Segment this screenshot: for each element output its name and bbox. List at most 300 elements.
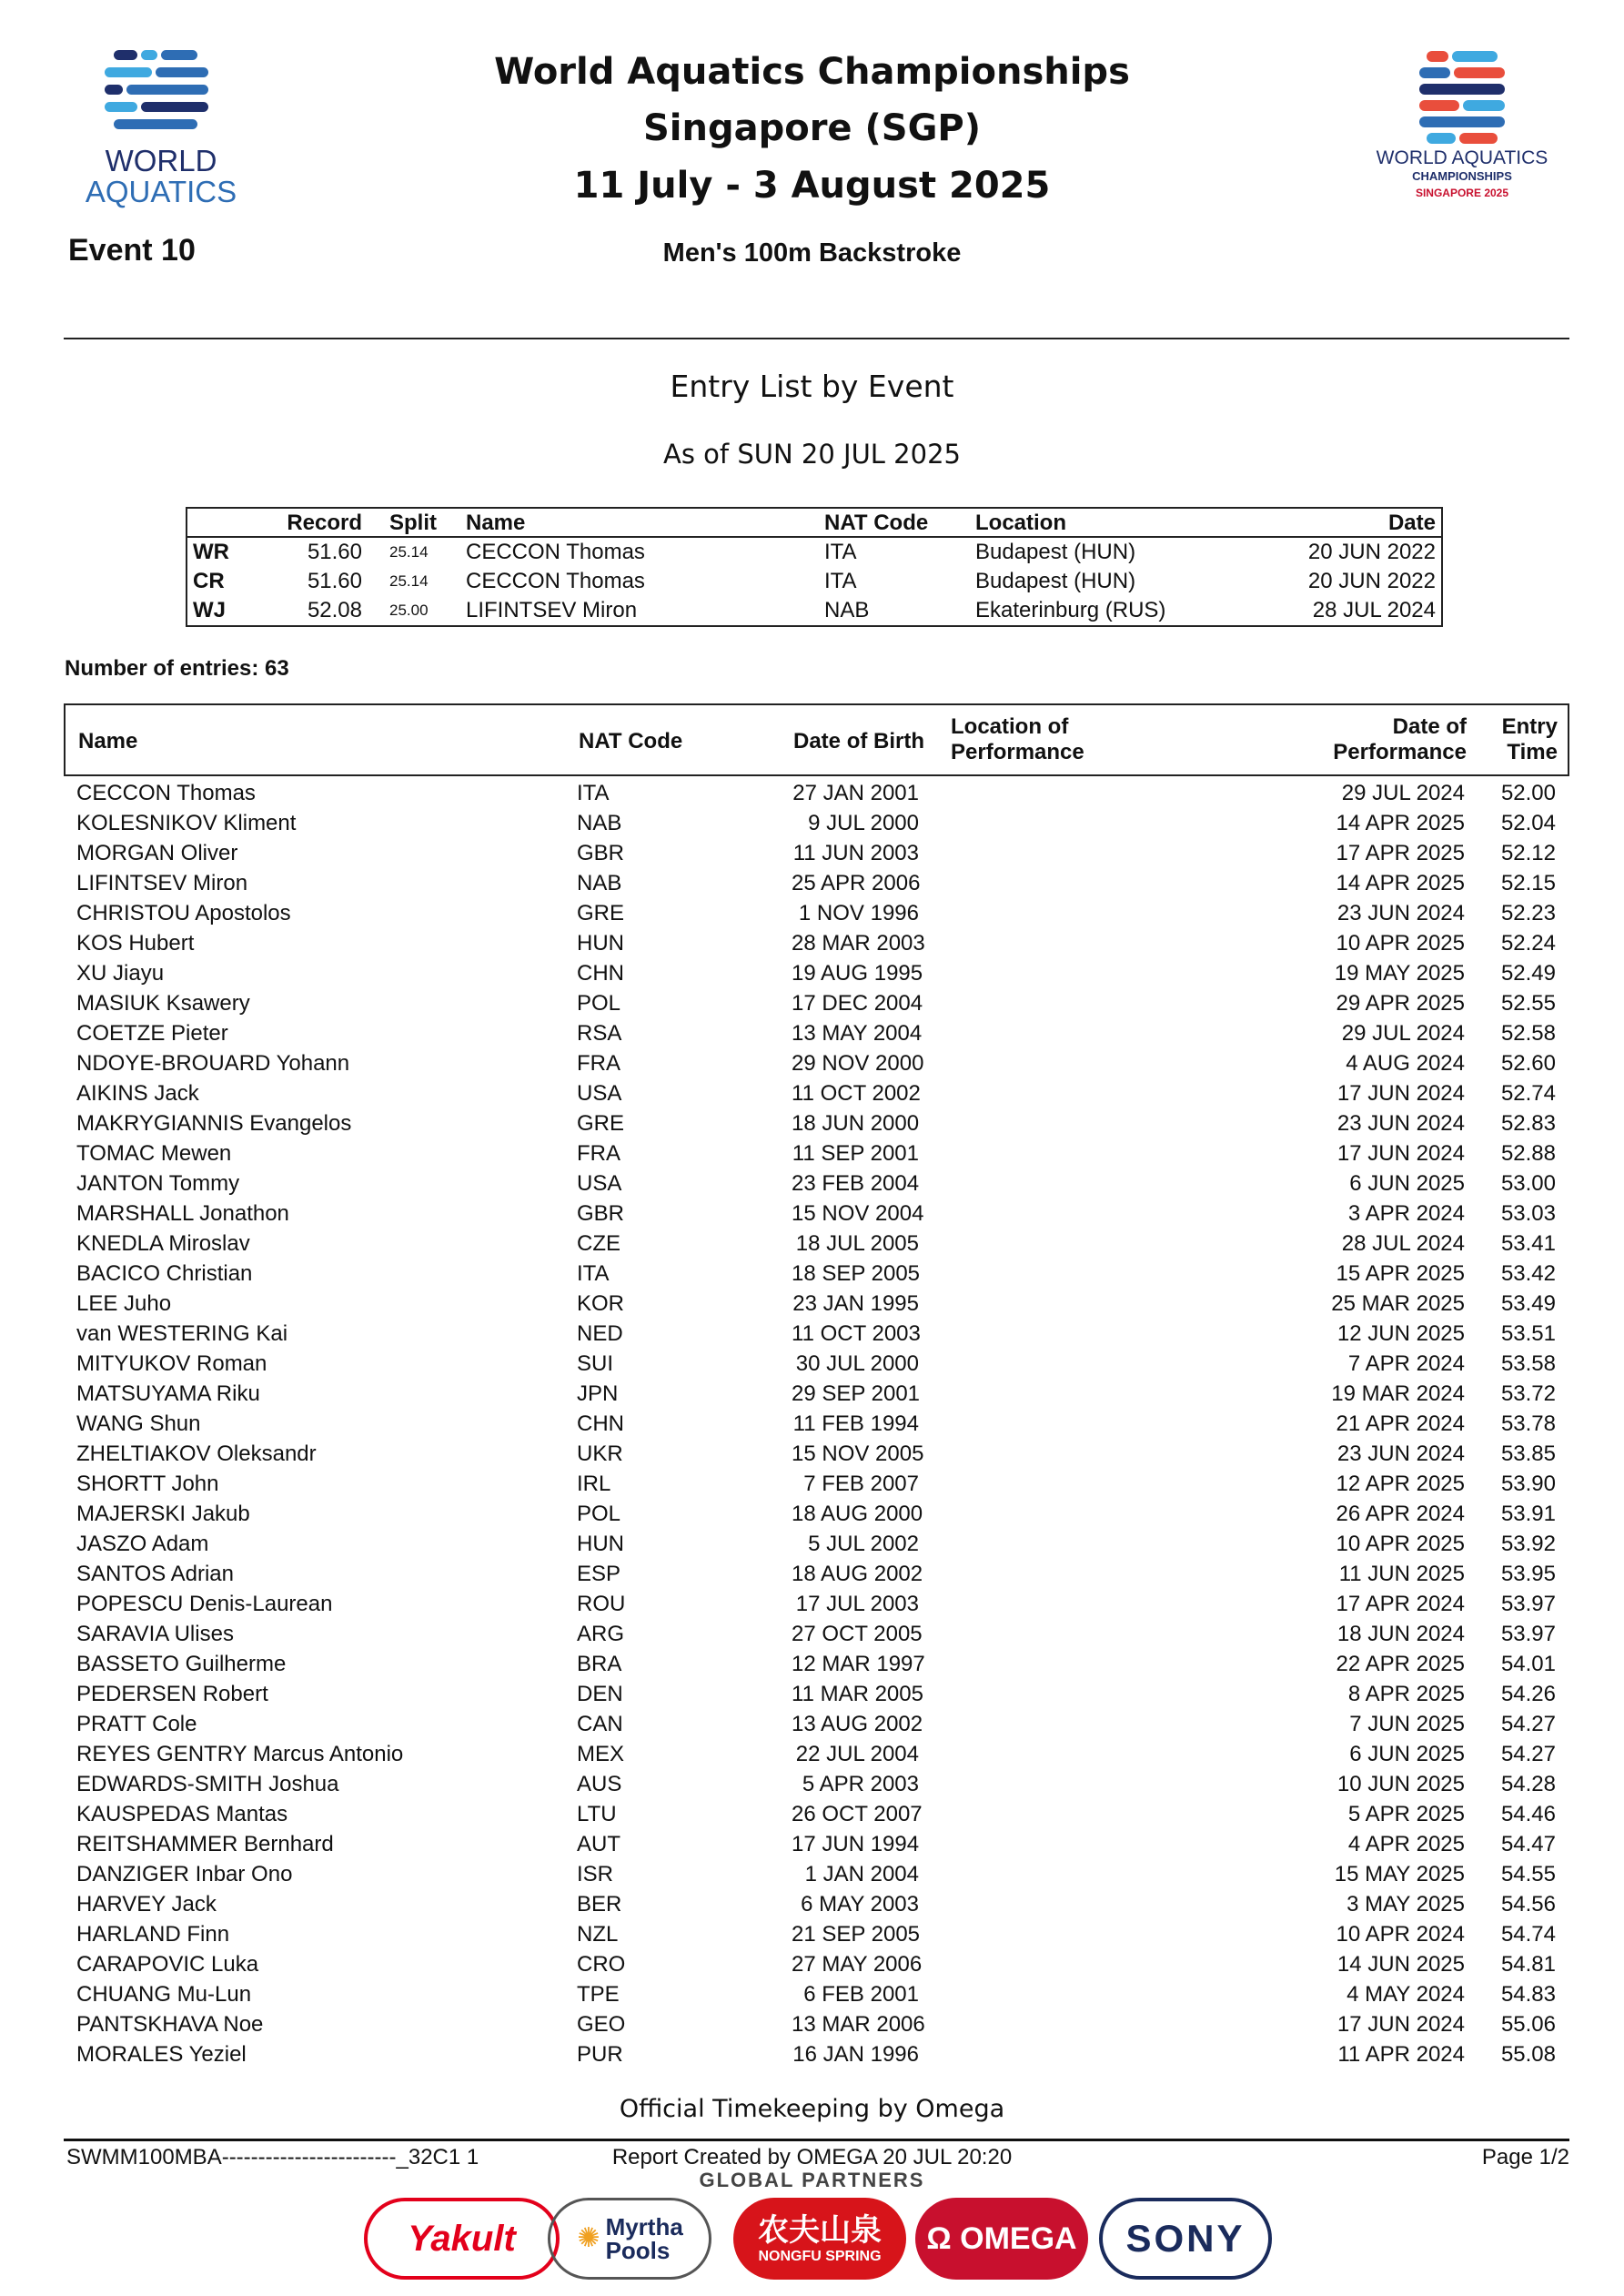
record-label: WR: [193, 540, 229, 564]
record-split: 25.00: [389, 602, 429, 619]
record-nat: NAB: [824, 598, 870, 622]
entry-time: 52.60: [1500, 1051, 1556, 1076]
entry-perf-date: 14 APR 2025: [1336, 871, 1465, 895]
championship-title: World Aquatics Championships: [494, 51, 1130, 93]
entry-dob: 17 DEC 2004: [792, 991, 923, 1016]
entry-name: XU Jiayu: [76, 961, 165, 986]
records-header-nat: NAT Code: [824, 511, 929, 535]
entry-nat: GEO: [577, 2012, 626, 2037]
entry-nat: POL: [577, 1502, 621, 1526]
entry-row: [64, 1018, 1569, 1048]
entry-row: [64, 1709, 1569, 1739]
entry-time: 52.15: [1500, 871, 1556, 895]
entry-perf-date: 23 JUN 2024: [1337, 1441, 1465, 1466]
entry-perf-date: 3 APR 2024: [1347, 1201, 1465, 1226]
entry-nat: FRA: [577, 1051, 620, 1076]
records-table: [186, 507, 1443, 627]
entries-header-perf-date-line1: Date of: [1392, 714, 1467, 739]
entry-name: POPESCU Denis-Laurean: [76, 1592, 333, 1616]
entry-time: 52.00: [1500, 781, 1556, 805]
entry-time: 52.49: [1500, 961, 1556, 986]
entry-nat: RSA: [577, 1021, 622, 1046]
entry-perf-date: 14 JUN 2025: [1337, 1952, 1465, 1977]
entry-time: 54.26: [1500, 1682, 1556, 1706]
records-header-name: Name: [466, 511, 526, 535]
record-label: CR: [193, 569, 225, 593]
entry-dob: 11 JUN 2003: [792, 841, 919, 865]
entry-row: [64, 1469, 1569, 1499]
entry-dob: 27 MAY 2006: [792, 1952, 923, 1977]
entry-dob: 1 JAN 2004: [804, 1862, 919, 1886]
entry-dob: 11 OCT 2002: [792, 1081, 921, 1106]
entry-nat: NZL: [577, 1922, 619, 1947]
entry-perf-date: 17 APR 2025: [1336, 841, 1465, 865]
entry-name: SANTOS Adrian: [76, 1562, 234, 1586]
entry-dob: 9 JUL 2000: [808, 811, 919, 835]
entry-time: 53.97: [1500, 1622, 1556, 1646]
entry-row: [64, 2039, 1569, 2069]
entry-time: 53.51: [1500, 1321, 1556, 1346]
entries-header-location-line2: Performance: [951, 740, 1084, 764]
entry-nat: HUN: [577, 931, 624, 956]
entry-name: van WESTERING Kai: [76, 1321, 288, 1346]
entry-row: [64, 808, 1569, 838]
entry-dob: 5 JUL 2002: [808, 1532, 919, 1556]
entry-dob: 18 AUG 2000: [792, 1502, 923, 1526]
entries-table-header: [64, 703, 1569, 776]
entry-time: 54.81: [1500, 1952, 1556, 1977]
sponsor-sony-logo: [1099, 2198, 1272, 2280]
entry-row: [64, 1559, 1569, 1589]
entry-name: ZHELTIAKOV Oleksandr: [76, 1441, 317, 1466]
records-header-rule: [187, 536, 1441, 538]
entry-nat: CHN: [577, 1411, 624, 1436]
entry-name: SARAVIA Ulises: [76, 1622, 234, 1646]
entry-dob: 17 JUL 2003: [795, 1592, 919, 1616]
entry-perf-date: 6 JUN 2025: [1349, 1171, 1465, 1196]
entry-row: [64, 1319, 1569, 1349]
entry-name: AIKINS Jack: [76, 1081, 199, 1106]
entry-name: MASIUK Ksawery: [76, 991, 250, 1016]
entry-row: [64, 1168, 1569, 1199]
entry-row: [64, 1739, 1569, 1769]
entry-perf-date: 11 APR 2024: [1337, 2042, 1465, 2067]
right-logo-text-3: SINGAPORE 2025: [1415, 187, 1509, 199]
entry-perf-date: 15 APR 2025: [1336, 1261, 1465, 1286]
entry-row: [64, 988, 1569, 1018]
event-number: Event 10: [68, 233, 196, 268]
entry-row: [64, 1259, 1569, 1289]
entry-name: WANG Shun: [76, 1411, 201, 1436]
entry-time: 54.74: [1500, 1922, 1556, 1947]
entry-nat: GBR: [577, 841, 625, 865]
entry-time: 53.41: [1500, 1231, 1556, 1256]
entry-nat: ROU: [577, 1592, 626, 1616]
record-time: 52.08: [307, 598, 362, 622]
entry-name: MARSHALL Jonathon: [76, 1201, 289, 1226]
entry-perf-date: 22 APR 2025: [1336, 1652, 1465, 1676]
sponsor-sony-text: SONY: [1125, 2217, 1246, 2260]
entry-row: [64, 1199, 1569, 1229]
entry-perf-date: 25 MAR 2025: [1331, 1291, 1465, 1316]
entry-time: 53.97: [1500, 1592, 1556, 1616]
entry-nat: UKR: [577, 1441, 623, 1466]
entry-dob: 1 NOV 1996: [798, 901, 919, 925]
entry-perf-date: 23 JUN 2024: [1337, 901, 1465, 925]
entry-perf-date: 29 JUL 2024: [1341, 781, 1465, 805]
entry-nat: AUS: [577, 1772, 622, 1796]
sponsor-nongfu-logo: [733, 2198, 906, 2280]
entry-time: 52.04: [1500, 811, 1556, 835]
entry-nat: BER: [577, 1892, 622, 1917]
entry-perf-date: 29 APR 2025: [1336, 991, 1465, 1016]
entry-name: CHRISTOU Apostolos: [76, 901, 291, 925]
entry-row: [64, 1619, 1569, 1649]
entry-perf-date: 12 JUN 2025: [1337, 1321, 1465, 1346]
entry-dob: 13 MAY 2004: [792, 1021, 923, 1046]
entry-row: [64, 1289, 1569, 1319]
entry-dob: 22 JUL 2004: [795, 1742, 919, 1766]
entry-name: REYES GENTRY Marcus Antonio: [76, 1742, 404, 1766]
entry-nat: GBR: [577, 1201, 625, 1226]
entry-row: [64, 1048, 1569, 1078]
record-split: 25.14: [389, 572, 429, 590]
entry-row: [64, 1889, 1569, 1919]
entry-time: 53.85: [1500, 1441, 1556, 1466]
logo-text-aquatics: AQUATICS: [85, 175, 237, 208]
entry-row: [64, 898, 1569, 928]
entry-row: [64, 1108, 1569, 1138]
entry-dob: 29 NOV 2000: [792, 1051, 924, 1076]
entry-dob: 25 APR 2006: [792, 871, 921, 895]
championship-emblem-icon: [1419, 51, 1505, 144]
entry-name: BASSETO Guilherme: [76, 1652, 287, 1676]
entry-name: KOLESNIKOV Kliment: [76, 811, 297, 835]
entry-time: 55.06: [1500, 2012, 1556, 2037]
entry-perf-date: 12 APR 2025: [1336, 1472, 1465, 1496]
entries-header-location-line1: Location of: [951, 714, 1069, 739]
entry-perf-date: 4 APR 2025: [1347, 1832, 1465, 1856]
entry-time: 52.24: [1500, 931, 1556, 956]
entry-time: 54.01: [1500, 1652, 1556, 1676]
entry-row: [64, 1589, 1569, 1619]
entry-dob: 23 FEB 2004: [792, 1171, 920, 1196]
entry-row: [64, 1529, 1569, 1559]
entry-perf-date: 4 MAY 2024: [1347, 1982, 1465, 2007]
entry-dob: 11 FEB 1994: [792, 1411, 919, 1436]
entry-time: 52.12: [1500, 841, 1556, 865]
entry-row: [64, 1229, 1569, 1259]
entry-row: [64, 1859, 1569, 1889]
entry-time: 54.46: [1500, 1802, 1556, 1826]
entry-perf-date: 17 JUN 2024: [1337, 1081, 1465, 1106]
entry-time: 52.58: [1500, 1021, 1556, 1046]
entry-perf-date: 23 JUN 2024: [1337, 1111, 1465, 1136]
entry-name: PEDERSEN Robert: [76, 1682, 268, 1706]
report-created: Report Created by OMEGA 20 JUL 20:20: [611, 2145, 1013, 2170]
entry-perf-date: 10 APR 2024: [1336, 1922, 1465, 1947]
entry-perf-date: 28 JUL 2024: [1341, 1231, 1465, 1256]
entry-nat: IRL: [577, 1472, 611, 1496]
entry-perf-date: 8 APR 2025: [1347, 1682, 1465, 1706]
entry-row: [64, 1078, 1569, 1108]
entry-time: 54.27: [1500, 1712, 1556, 1736]
sponsor-myrtha-text: Myrtha Pools: [605, 2213, 683, 2264]
entry-name: REITSHAMMER Bernhard: [76, 1832, 334, 1856]
entry-perf-date: 3 MAY 2025: [1347, 1892, 1465, 1917]
report-as-of-date: As of SUN 20 JUL 2025: [663, 439, 961, 470]
entry-dob: 30 JUL 2000: [795, 1351, 919, 1376]
entry-perf-date: 17 APR 2024: [1336, 1592, 1465, 1616]
entry-nat: AUT: [577, 1832, 620, 1856]
entry-row: [64, 838, 1569, 868]
entry-nat: CHN: [577, 961, 624, 986]
entries-header-dob: Date of Birth: [793, 729, 924, 754]
entries-header-perf-date-line2: Performance: [1333, 740, 1467, 764]
entry-name: KOS Hubert: [76, 931, 195, 956]
entry-name: PANTSKHAVA Noe: [76, 2012, 264, 2037]
entry-name: DANZIGER Inbar Ono: [76, 1862, 293, 1886]
entry-dob: 23 JAN 1995: [792, 1291, 919, 1316]
entry-row: [64, 1439, 1569, 1469]
event-name: Men's 100m Backstroke: [662, 238, 962, 268]
header-divider: [64, 338, 1569, 339]
entry-time: 53.95: [1500, 1562, 1556, 1586]
entry-row: [64, 928, 1569, 958]
records-header-date: Date: [1387, 511, 1436, 535]
entry-perf-date: 10 APR 2025: [1336, 931, 1465, 956]
entry-row: [64, 958, 1569, 988]
entry-count: Number of entries: 63: [65, 656, 289, 681]
entry-perf-date: 14 APR 2025: [1336, 811, 1465, 835]
entry-dob: 15 NOV 2004: [792, 1201, 924, 1226]
entry-nat: POL: [577, 991, 621, 1016]
entries-header-nat: NAT Code: [579, 729, 683, 754]
sponsor-yakult-text: Yakult: [408, 2218, 516, 2259]
entry-time: 53.03: [1500, 1201, 1556, 1226]
entry-name: MATSUYAMA Riku: [76, 1381, 260, 1406]
entry-row: [64, 778, 1569, 808]
entry-dob: 18 SEP 2005: [792, 1261, 921, 1286]
record-time: 51.60: [307, 540, 362, 564]
entry-time: 52.55: [1500, 991, 1556, 1016]
entry-name: MORGAN Oliver: [76, 841, 238, 865]
entry-dob: 6 FEB 2001: [803, 1982, 919, 2007]
entry-name: EDWARDS-SMITH Joshua: [76, 1772, 339, 1796]
entry-time: 53.72: [1500, 1381, 1556, 1406]
entry-time: 54.27: [1500, 1742, 1556, 1766]
record-label: WJ: [193, 598, 226, 622]
entry-dob: 13 MAR 2006: [792, 2012, 925, 2037]
entry-dob: 13 AUG 2002: [792, 1712, 923, 1736]
entries-header-time-line1: Entry: [1501, 714, 1558, 739]
entry-name: PRATT Cole: [76, 1712, 197, 1736]
myrtha-sun-icon: ✺: [577, 2223, 600, 2253]
entry-time: 53.90: [1500, 1472, 1556, 1496]
entry-dob: 27 OCT 2005: [792, 1622, 923, 1646]
entry-name: SHORTT John: [76, 1472, 219, 1496]
entry-row: [64, 1138, 1569, 1168]
report-code: SWMM100MBA------------------------_32C1 1: [66, 2145, 479, 2170]
entry-perf-date: 17 JUN 2024: [1337, 1141, 1465, 1166]
entry-row: [64, 2009, 1569, 2039]
entry-time: 54.47: [1500, 1832, 1556, 1856]
entry-perf-date: 7 APR 2024: [1347, 1351, 1465, 1376]
entry-dob: 16 JAN 1996: [792, 2042, 919, 2067]
entry-nat: SUI: [577, 1351, 614, 1376]
entry-dob: 12 MAR 1997: [792, 1652, 925, 1676]
entry-nat: ESP: [577, 1562, 621, 1586]
entry-name: CARAPOVIC Luka: [76, 1952, 259, 1977]
entry-time: 52.74: [1500, 1081, 1556, 1106]
entry-nat: LTU: [577, 1802, 617, 1826]
record-location: Ekaterinburg (RUS): [975, 598, 1166, 622]
entry-time: 52.23: [1500, 901, 1556, 925]
entry-dob: 17 JUN 1994: [792, 1832, 920, 1856]
entry-time: 54.28: [1500, 1772, 1556, 1796]
entry-perf-date: 17 JUN 2024: [1337, 2012, 1465, 2037]
record-split: 25.14: [389, 543, 429, 561]
entry-row: [64, 1499, 1569, 1529]
entry-row: [64, 1349, 1569, 1379]
entry-name: NDOYE-BROUARD Yohann: [76, 1051, 350, 1076]
entry-row: [64, 1679, 1569, 1709]
entry-nat: NAB: [577, 811, 622, 835]
entry-name: BACICO Christian: [76, 1261, 253, 1286]
entry-row: [64, 868, 1569, 898]
entry-dob: 11 MAR 2005: [792, 1682, 923, 1706]
entry-perf-date: 11 JUN 2025: [1338, 1562, 1465, 1586]
entry-perf-date: 26 APR 2024: [1336, 1502, 1465, 1526]
entry-perf-date: 18 JUN 2024: [1337, 1622, 1465, 1646]
entry-dob: 28 MAR 2003: [792, 931, 925, 956]
entry-row: [64, 1919, 1569, 1949]
records-header-record: Record: [287, 511, 362, 535]
entry-name: KNEDLA Miroslav: [76, 1231, 250, 1256]
entry-name: HARLAND Finn: [76, 1922, 230, 1947]
entry-perf-date: 6 JUN 2025: [1349, 1742, 1465, 1766]
entry-time: 53.78: [1500, 1411, 1556, 1436]
entry-name: JASZO Adam: [76, 1532, 209, 1556]
entry-perf-date: 10 APR 2025: [1336, 1532, 1465, 1556]
entry-row: [64, 1409, 1569, 1439]
entry-time: 53.49: [1500, 1291, 1556, 1316]
record-date: 20 JUN 2022: [1307, 540, 1436, 564]
entry-nat: FRA: [577, 1141, 620, 1166]
entry-perf-date: 15 MAY 2025: [1334, 1862, 1465, 1886]
entry-name: HARVEY Jack: [76, 1892, 217, 1917]
entry-dob: 6 MAY 2003: [801, 1892, 919, 1917]
entry-perf-date: 4 AUG 2024: [1346, 1051, 1465, 1076]
entry-name: JANTON Tommy: [76, 1171, 240, 1196]
entry-nat: BRA: [577, 1652, 622, 1676]
entry-name: MORALES Yeziel: [76, 2042, 247, 2067]
entry-time: 55.08: [1500, 2042, 1556, 2067]
sponsor-omega-logo: [915, 2198, 1088, 2280]
timekeeping-note: Official Timekeeping by Omega: [619, 2095, 1005, 2123]
entry-nat: GRE: [577, 1111, 625, 1136]
footer-rule: [64, 2139, 1569, 2141]
record-nat: ITA: [824, 569, 857, 593]
record-time: 51.60: [307, 569, 362, 593]
entry-row: [64, 1649, 1569, 1679]
championship-location: Singapore (SGP): [642, 107, 982, 149]
entry-time: 53.58: [1500, 1351, 1556, 1376]
page-number: Page 1/2: [1481, 2145, 1569, 2170]
entry-row: [64, 1799, 1569, 1829]
entry-nat: CAN: [577, 1712, 623, 1736]
entry-nat: PUR: [577, 2042, 623, 2067]
entry-dob: 29 SEP 2001: [792, 1381, 921, 1406]
entry-nat: USA: [577, 1081, 622, 1106]
entry-perf-date: 19 MAY 2025: [1334, 961, 1465, 986]
entry-time: 53.42: [1500, 1261, 1556, 1286]
entry-nat: JPN: [577, 1381, 619, 1406]
entry-name: CECCON Thomas: [76, 781, 256, 805]
entry-time: 54.83: [1500, 1982, 1556, 2007]
entry-dob: 19 AUG 1995: [792, 961, 923, 986]
entry-dob: 26 OCT 2007: [792, 1802, 923, 1826]
entry-row: [64, 1769, 1569, 1799]
entry-nat: ITA: [577, 781, 610, 805]
entry-nat: DEN: [577, 1682, 623, 1706]
right-logo-text-2: CHAMPIONSHIPS: [1412, 169, 1512, 183]
entry-time: 52.88: [1500, 1141, 1556, 1166]
records-header-location: Location: [975, 511, 1066, 535]
entry-perf-date: 19 MAR 2024: [1331, 1381, 1465, 1406]
championship-dates: 11 July - 3 August 2025: [573, 165, 1051, 207]
championships-singapore-logo: [1356, 47, 1569, 211]
entry-nat: ITA: [577, 1261, 610, 1286]
record-date: 28 JUL 2024: [1312, 598, 1436, 622]
entry-time: 52.83: [1500, 1111, 1556, 1136]
entry-nat: KOR: [577, 1291, 625, 1316]
sponsor-myrtha-logo: [548, 2198, 711, 2280]
record-holder: LIFINTSEV Miron: [466, 598, 638, 622]
entry-name: MITYUKOV Roman: [76, 1351, 267, 1376]
entry-row: [64, 1949, 1569, 1979]
entry-nat: TPE: [577, 1982, 620, 2007]
entry-dob: 27 JAN 2001: [792, 781, 919, 805]
entry-dob: 18 AUG 2002: [792, 1562, 923, 1586]
entry-perf-date: 10 JUN 2025: [1337, 1772, 1465, 1796]
entry-dob: 21 SEP 2005: [792, 1922, 921, 1947]
entry-nat: ISR: [577, 1862, 614, 1886]
entry-name: TOMAC Mewen: [76, 1141, 232, 1166]
entry-name: MAKRYGIANNIS Evangelos: [76, 1111, 352, 1136]
entry-row: [64, 1379, 1569, 1409]
sponsor-nongfu-english: NONGFU SPRING: [758, 2249, 882, 2264]
entry-nat: ARG: [577, 1622, 625, 1646]
sponsor-omega-text: Ω OMEGA: [926, 2220, 1077, 2256]
entry-nat: NED: [577, 1321, 623, 1346]
entries-header-time-line2: Time: [1507, 740, 1558, 764]
entry-time: 54.56: [1500, 1892, 1556, 1917]
entry-time: 53.00: [1500, 1171, 1556, 1196]
sponsor-nongfu-chinese: 农夫山泉: [758, 2212, 882, 2249]
sponsor-yakult-logo: [364, 2198, 560, 2280]
entry-name: CHUANG Mu-Lun: [76, 1982, 252, 2007]
entry-perf-date: 29 JUL 2024: [1341, 1021, 1465, 1046]
entry-dob: 11 OCT 2003: [792, 1321, 921, 1346]
entry-perf-date: 5 APR 2025: [1347, 1802, 1465, 1826]
entry-dob: 11 SEP 2001: [792, 1141, 919, 1166]
entry-time: 53.92: [1500, 1532, 1556, 1556]
entries-header-name: Name: [78, 729, 138, 754]
entry-name: KAUSPEDAS Mantas: [76, 1802, 288, 1826]
entry-name: MAJERSKI Jakub: [76, 1502, 250, 1526]
entry-nat: MEX: [577, 1742, 625, 1766]
